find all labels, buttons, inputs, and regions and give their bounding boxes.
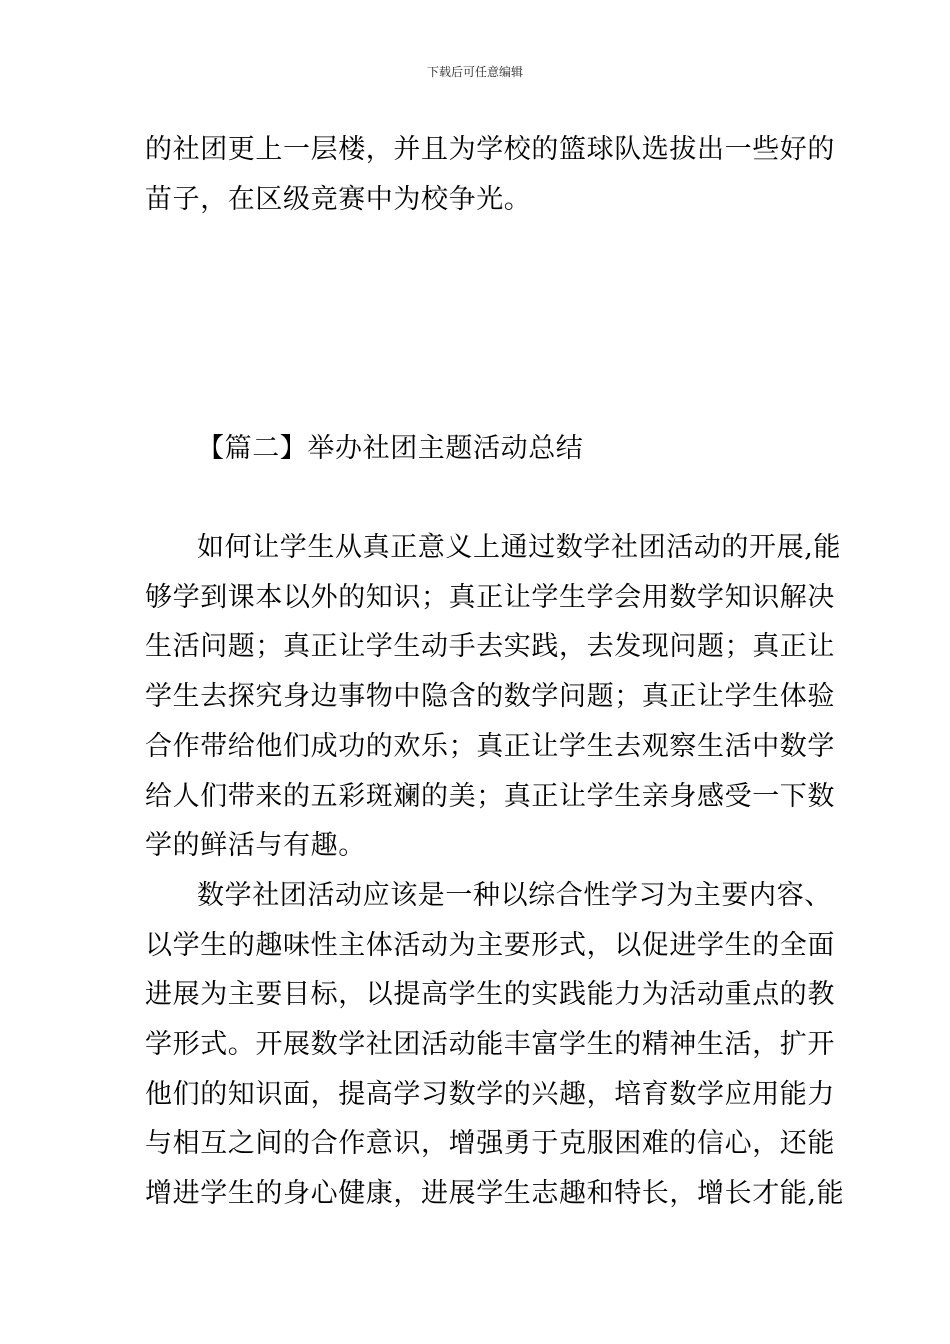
text-line: 给人们带来的五彩斑斓的美；真正让学生亲身感受一下数 xyxy=(145,781,835,812)
text-line: 增进学生的身心健康，进展学生志趣和特长，增长才能,能 xyxy=(145,1178,845,1209)
text-line: 与相互之间的合作意识，增强勇于克服困难的信心，还能 xyxy=(145,1128,835,1159)
text-line: 苗子，在区级竞赛中为校争光。 xyxy=(145,184,532,215)
text-line: 学的鲜活与有趣。 xyxy=(145,830,366,861)
text-line: 生活问题；真正让学生动手去实践，去发现问题；真正让 xyxy=(145,631,835,662)
text-line: 数学社团活动应该是一种以综合性学习为主要内容、 xyxy=(197,880,832,911)
text-line: 他们的知识面，提高学习数学的兴趣，培育数学应用能力 xyxy=(145,1079,835,1110)
page-header: 下载后可任意编辑 xyxy=(426,65,523,79)
text-line: 进展为主要目标，以提高学生的实践能力为活动重点的教 xyxy=(145,979,835,1010)
text-line: 够学到课本以外的知识；真正让学生学会用数学知识解决 xyxy=(145,582,835,613)
text-line: 合作带给他们成功的欢乐；真正让学生去观察生活中数学 xyxy=(145,731,835,762)
text-line: 学生去探究身边事物中隐含的数学问题；真正让学生体验 xyxy=(145,681,835,712)
section-heading: 【篇二】举办社团主题活动总结 xyxy=(197,433,584,464)
text-line: 以学生的趣味性主体活动为主要形式，以促进学生的全面 xyxy=(145,930,835,961)
text-line: 学形式。开展数学社团活动能丰富学生的精神生活，扩开 xyxy=(145,1029,835,1060)
text-line: 如何让学生从真正意义上通过数学社团活动的开展,能 xyxy=(197,532,841,563)
text-line: 的社团更上一层楼，并且为学校的篮球队选拔出一些好的 xyxy=(145,134,835,165)
